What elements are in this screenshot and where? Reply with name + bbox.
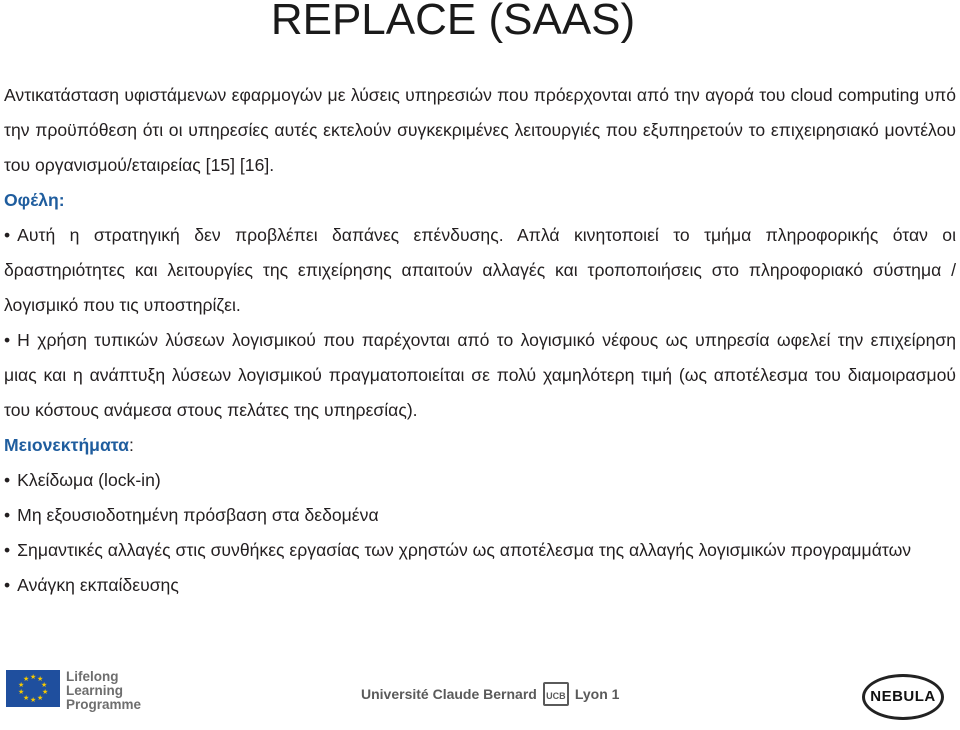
drawback-item: • Κλείδωμα (lock-in) bbox=[4, 463, 956, 498]
university-name: Université Claude Bernard bbox=[361, 686, 537, 702]
drawbacks-heading bbox=[4, 428, 956, 463]
drawback-item: • Μη εξουσιοδοτημένη πρόσβαση στα δεδομένα bbox=[4, 498, 956, 533]
lifelong-text-line: Programme bbox=[66, 697, 142, 712]
eu-flag-icon: ★ ★ ★ ★ ★ ★ ★ ★ ★ ★ bbox=[6, 670, 60, 707]
intro-paragraph: Αντικατάσταση υφιστάμενων εφαρμογών με λύσεις υπηρεσιών που πρόερχονται από την αγορά του cloud computing υπό την προϋπόθεση ότι οι υπηρεσίες αυτές εκτελούν συγκεκριμένες λειτουργιές που εξυπηρετούν το επιχειρησιακό μοντέλου του οργανισμού/εταιρείας [15] [16]. bbox=[4, 85, 956, 175]
nebula-logo bbox=[862, 674, 944, 720]
lifelong-learning-logo bbox=[6, 670, 141, 712]
drawbacks-heading-colon: : bbox=[128, 435, 134, 455]
ucb-mark-icon: UCB bbox=[543, 682, 569, 706]
slide-title: REPLACE (SAAS) bbox=[270, 0, 636, 44]
university-logo bbox=[361, 682, 619, 706]
nebula-text: NEBULA bbox=[870, 688, 936, 705]
lifelong-text-line: Learning bbox=[66, 683, 124, 698]
slide-body bbox=[4, 78, 956, 603]
benefits-heading: Οφέλη: bbox=[4, 190, 65, 210]
lifelong-text-line: Lifelong bbox=[66, 669, 119, 684]
drawbacks-heading-label: Μειονεκτήματα bbox=[4, 435, 129, 455]
benefit-item: • Αυτή η στρατηγική δεν προβλέπει δαπάνες επένδυσης. Απλά κινητοποιεί το τμήμα πληροφορικής όταν οι δραστηριότητες και λειτουργίες της επιχείρησης απαιτούν αλλαγές και τροποποιήσεις στο πληροφοριακό σύστημα / λογισμικό που τις υποστηρίζει. bbox=[4, 218, 956, 323]
footer-logos bbox=[0, 664, 960, 730]
drawback-item: • Ανάγκη εκπαίδευσης bbox=[4, 568, 956, 603]
drawback-item: • Σημαντικές αλλαγές στις συνθήκες εργασίας των χρηστών ως αποτέλεσμα της αλλαγής λογισμικών προγραμμάτων bbox=[4, 533, 956, 568]
benefit-item: • Η χρήση τυπικών λύσεων λογισμικού που παρέχονται από το λογισμικό νέφους ως υπηρεσία ωφελεί την επιχείρηση μιας και η ανάπτυξη λύσεων λογισμικού πραγματοποιείται σε πολύ χαμηλότερη τιμή (ως αποτέλεσμα του διαμοιρασμού του κόστους ανάμεσα στους πελάτες της υπηρεσίας). bbox=[4, 323, 956, 428]
university-city: Lyon 1 bbox=[574, 686, 620, 702]
